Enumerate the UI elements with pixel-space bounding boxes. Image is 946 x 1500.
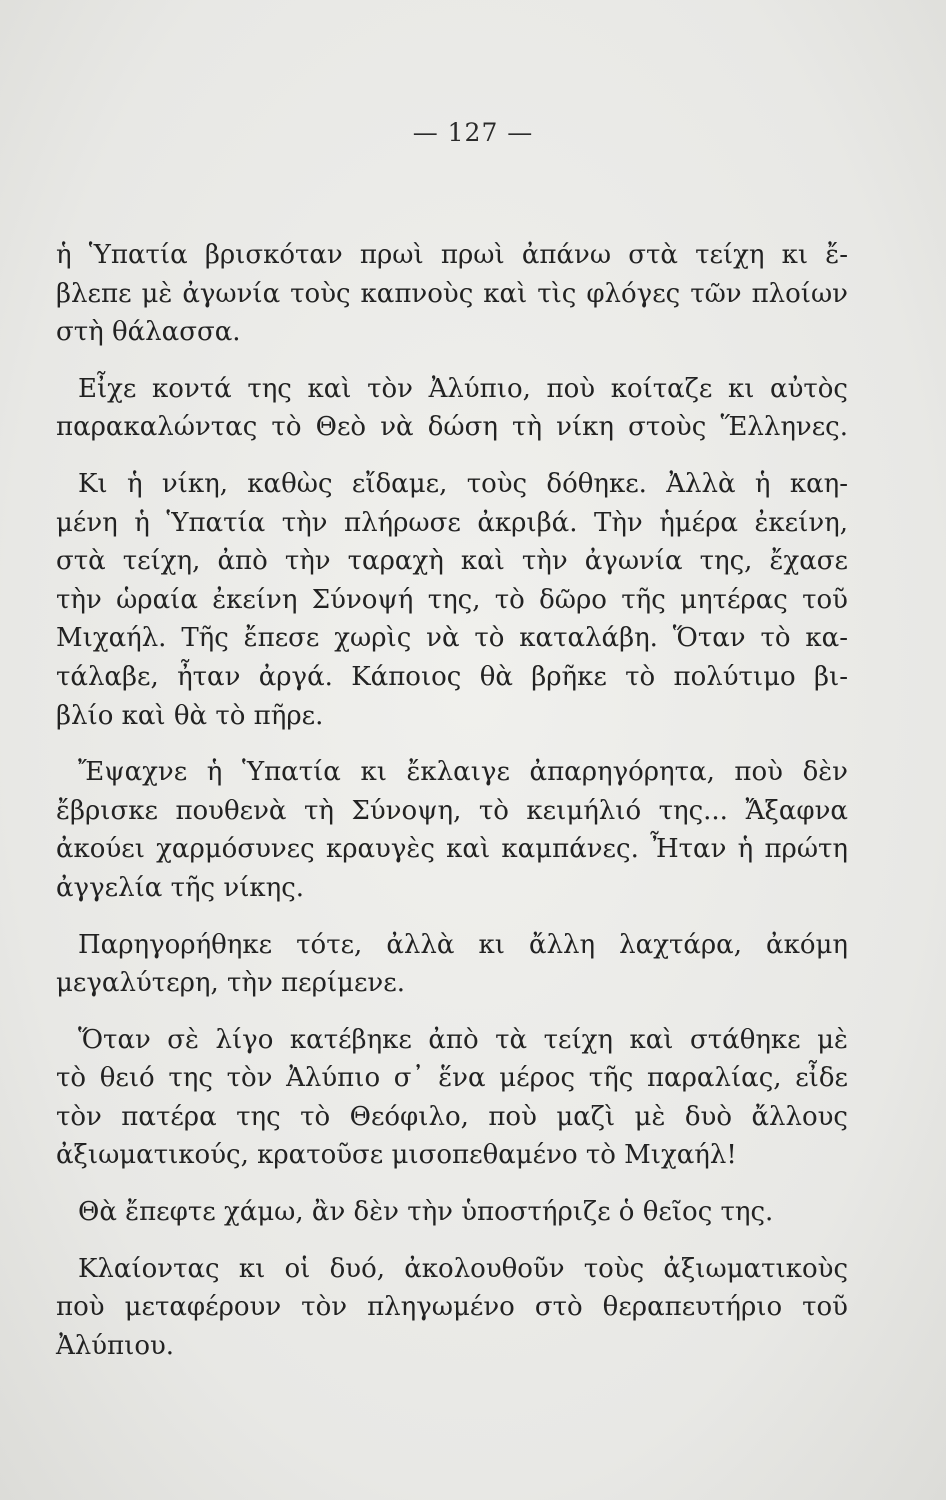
paragraph: [56, 753, 848, 907]
text-line: στὴ θάλασσα.: [56, 317, 241, 348]
text-line: μένη ἡ Ὑπατία τὴν πλήρωσε ἀκριβά. Τὴν ἡμέρα ἐκείνη,: [56, 507, 848, 538]
paragraph: [56, 1250, 848, 1366]
page-number: — 127 —: [412, 118, 534, 147]
text-line: ἡ Ὑπατία βρισκόταν πρωὶ πρωὶ ἀπάνω στὰ τείχη κι ἔ-: [56, 240, 848, 270]
paragraph: [56, 926, 848, 1003]
text-line: Ἔψαχνε ἡ Ὑπατία κι ἔκλαιγε ἀπαρηγόρητα, ποὺ δὲν: [78, 757, 848, 788]
text-line: τὴν ὡραία ἐκείνη Σύνοψή της, τὸ δῶρο τῆς μητέρας τοῦ: [56, 584, 848, 615]
text-line: στὰ τείχη, ἀπὸ τὴν ταραχὴ καὶ τὴν ἀγωνία της, ἔχασε: [56, 546, 848, 577]
paragraph: [56, 1193, 848, 1232]
text-line: Εἶχε κοντά της καὶ τὸν Ἀλύπιο, ποὺ κοίταζε κι αὐτὸς: [78, 373, 848, 404]
text-line: τὸ θειό της τὸν Ἀλύπιο σ᾽ ἕνα μέρος τῆς παραλίας, εἶδε: [56, 1063, 848, 1094]
text-line: βλεπε μὲ ἀγωνία τοὺς καπνοὺς καὶ τὶς φλόγες τῶν πλοίων: [56, 278, 848, 309]
text-line: Θὰ ἔπεφτε χάμω, ἂν δὲν τὴν ὑποστήριζε ὁ θεῖος της.: [78, 1197, 774, 1228]
text-line: ἔβρισκε πουθενὰ τὴ Σύνοψη, τὸ κειμήλιό της... Ἄξαφνα: [56, 795, 848, 826]
text-line: Μιχαήλ. Τῆς ἔπεσε χωρὶς νὰ τὸ καταλάβη. Ὅταν τὸ κα-: [56, 623, 848, 654]
text-line: Ὅταν σὲ λίγο κατέβηκε ἀπὸ τὰ τείχη καὶ στάθηκε μὲ: [78, 1024, 848, 1055]
paragraph: [56, 1021, 848, 1175]
text-line: Παρηγορήθηκε τότε, ἀλλὰ κι ἄλλη λαχτάρα, ἀκόμη: [78, 929, 848, 960]
paragraph: [56, 370, 848, 447]
text-line: Κι ἡ νίκη, καθὼς εἴδαμε, τοὺς δόθηκε. Ἀλλὰ ἡ καη-: [78, 468, 848, 499]
text-line: μεγαλύτερη, τὴν περίμενε.: [56, 968, 405, 999]
body-text: [56, 236, 848, 1383]
paragraph: [56, 465, 848, 735]
text-line: ἀγγελία τῆς νίκης.: [56, 872, 305, 903]
paragraph: [56, 236, 848, 352]
text-line: Κλαίοντας κι οἱ δυό, ἀκολουθοῦν τοὺς ἀξιωματικοὺς: [78, 1253, 848, 1284]
text-line: ἀξιωματικούς, κρατοῦσε μισοπεθαμένο τὸ Μιχαήλ!: [56, 1140, 737, 1171]
text-line: τὸν πατέρα της τὸ Θεόφιλο, ποὺ μαζὶ μὲ δυὸ ἄλλους: [56, 1101, 848, 1132]
text-line: ἀκούει χαρμόσυνες κραυγὲς καὶ καμπάνες. Ἦταν ἡ πρώτη: [56, 834, 848, 865]
text-line: τάλαβε, ἦταν ἀργά. Κάποιος θὰ βρῆκε τὸ πολύτιμο βι-: [56, 661, 848, 692]
text-line: βλίο καὶ θὰ τὸ πῆρε.: [56, 700, 324, 731]
text-line: Ἀλύπιου.: [56, 1330, 175, 1361]
text-line: παρακαλώντας τὸ Θεὸ νὰ δώση τὴ νίκη στοὺς Ἕλληνες.: [56, 412, 848, 443]
text-line: ποὺ μεταφέρουν τὸν πληγωμένο στὸ θεραπευτήριο τοῦ: [56, 1292, 848, 1323]
